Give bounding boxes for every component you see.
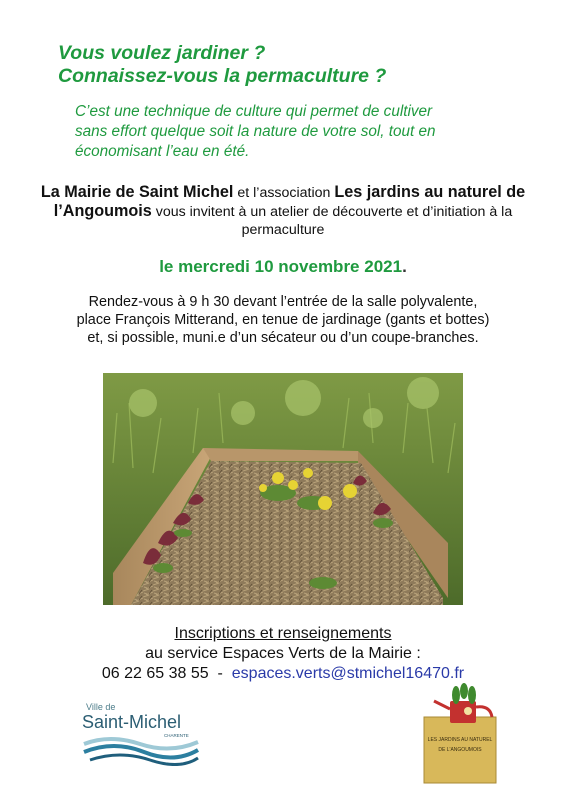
contact-service: au service Espaces Verts de la Mairie : [145,645,421,662]
raised-bed-illustration [103,373,463,605]
intro-line-1: C’est une technique de culture qui permet de cultiver [75,103,433,120]
jardins-angoumois-logo-graphic [420,683,500,787]
meeting-line-1: Rendez-vous à 9 h 30 devant l’entrée de la salle polyvalente, [88,294,478,310]
event-date-dot: . [402,257,407,276]
contact-email-link[interactable]: espaces.verts@stmichel16470.fr [231,665,465,682]
contact-block [0,624,566,684]
invitation-paragraph [40,183,526,239]
logo-left-region: CHARENTE [164,733,189,738]
logo-left-name: Saint-Michel [82,712,182,732]
event-date [0,257,566,277]
saint-michel-logo-graphic [80,700,200,766]
title-line-1: Vous voulez jardiner ? [58,42,266,64]
logo-right-line-2: DE L'ANGOUMOIS [438,747,482,753]
logo-left-small: Ville de [86,702,116,712]
intro-paragraph [75,102,515,162]
contact-separator: - [208,665,232,682]
meeting-line-3: et, si possible, muni.e d’un sécateur ou d’un coupe-branches. [87,330,479,346]
meeting-line-2: place François Mitterand, en tenue de jardinage (gants et bottes) [76,312,490,328]
meeting-details [40,293,526,347]
contact-heading: Inscriptions et renseignements [174,625,392,642]
saint-michel-logo [80,700,200,766]
invite-conjunction: et l’association [233,185,335,201]
intro-line-3: économisant l’eau en été. [75,143,250,160]
logo-right-line-1: LES JARDINS AU NATUREL [427,737,493,743]
organizer-association: Les jardins au naturel de l’Angoumois [53,183,526,220]
raised-bed-photo [103,373,463,605]
organizer-mairie: La Mairie de Saint Michel [40,183,234,201]
event-date-text: le mercredi 10 novembre 2021 [159,257,403,276]
invite-rest: vous invitent à un atelier de découverte et d’initiation à la permaculture [151,204,513,238]
contact-phone[interactable]: 06 22 65 38 55 [101,665,209,682]
flyer-title [58,42,386,88]
jardins-angoumois-logo [420,683,500,787]
intro-line-2: sans effort quelque soit la nature de votre sol, tout en [75,123,436,140]
title-line-2: Connaissez-vous la permaculture ? [58,65,387,87]
